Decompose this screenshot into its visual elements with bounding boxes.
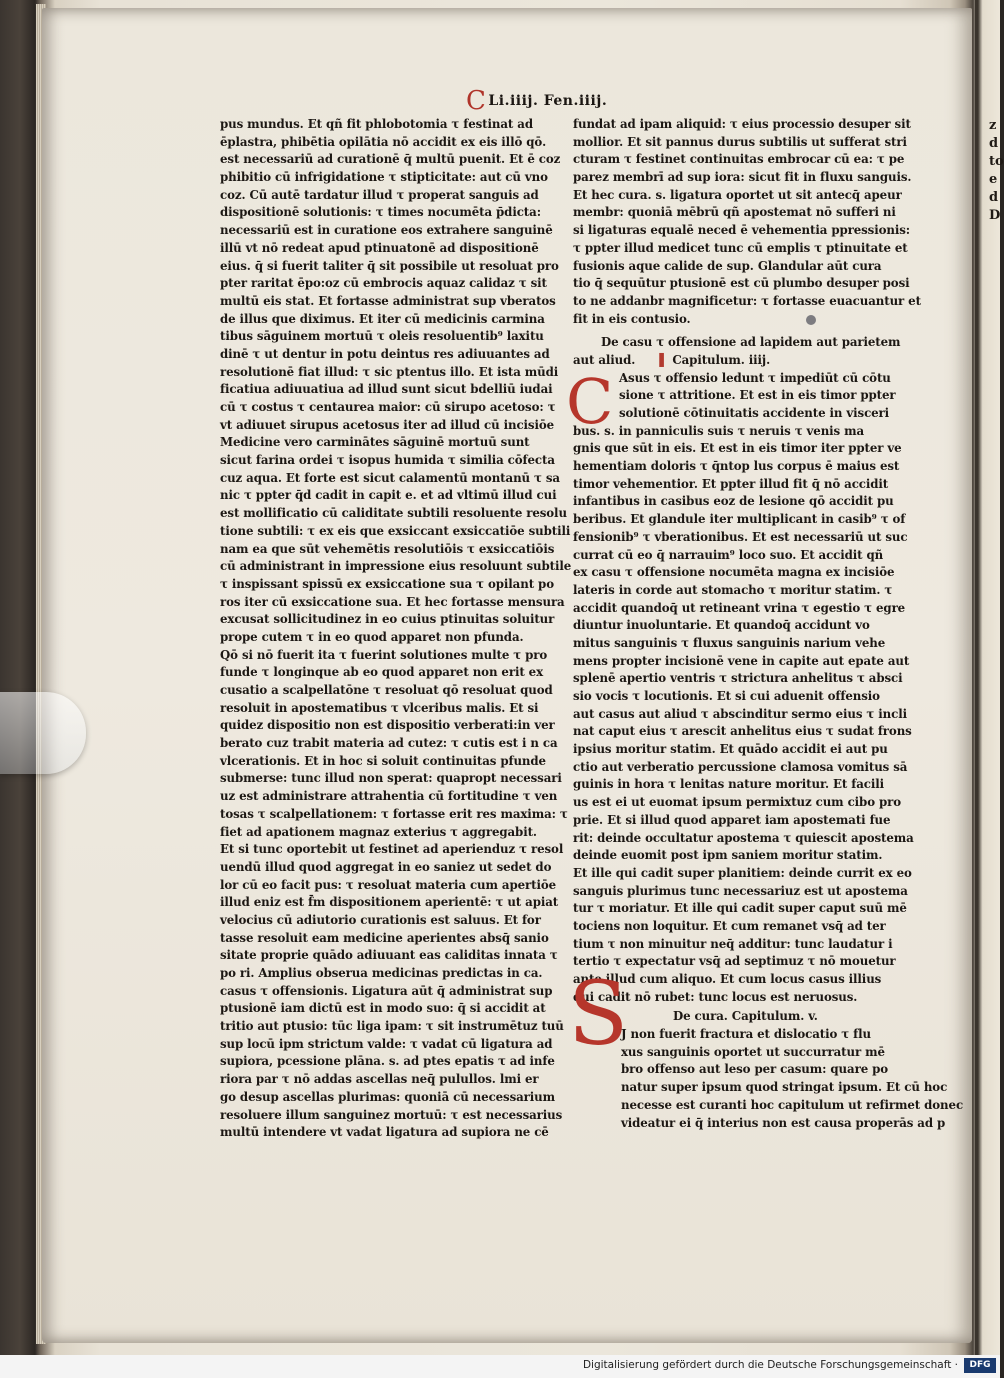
text-line: us est ei ut euomat ipsum permixtuz cum cibo pro xyxy=(573,795,901,810)
text-line: velocius cū adiutorio curationis est saluus. Et for xyxy=(220,912,541,927)
text-line: de illus que diximus. Et iter cū medicinis carmina xyxy=(220,311,545,326)
text-line: coz. Cū autē tardatur illud τ properat sanguis ad xyxy=(220,187,539,202)
text-line: infantibus in casibus eoz de lesione qō accidit pu xyxy=(573,494,894,509)
text-line: lor cū eo facit pus: τ resoluat materia cum apertiōe xyxy=(220,877,557,892)
text-line: currat cū eo q̄ narrauim⁹ loco suo. Et accidit qñ xyxy=(573,547,884,562)
text-line: hementiam doloris τ q̄ntop lus corpus ē maius est xyxy=(573,459,900,474)
text-line: sio vocis τ locutionis. Et si cui aduenit offensio xyxy=(573,689,880,703)
running-head-text: Li.iiij. Fen.iiij. xyxy=(488,93,608,109)
text-line: natur super ipsum quod stringat ipsum. Et cū hoc xyxy=(621,1080,948,1095)
running-head xyxy=(466,82,608,116)
text-line: resoluere illum sanguinez mortuū: τ est necessarius xyxy=(220,1107,563,1122)
text-line: splenē apertio ventris τ strictura anhelitus τ absci xyxy=(573,671,903,686)
text-line: casus τ offensionis. Ligatura aūt q̄ administrat sup xyxy=(220,983,553,998)
text-line: tur τ moriatur. Et ille qui cadit super caput suū mē xyxy=(573,901,907,916)
text-line: excusat sollicitudinez in eo cuius ptinuitas soluitur xyxy=(220,612,555,627)
text-line: funde τ longinque ab eo quod apparet non erit ex xyxy=(220,665,544,680)
text-line: mitus sanguinis τ fluxus sanguinis narium vehe xyxy=(573,635,886,650)
text-line: illud eniz est f̄m dispositionem aperientē: τ ut apiat xyxy=(220,895,559,910)
edge-fragment: D xyxy=(989,208,1001,223)
section-heading-casu-tail: aut aliud. xyxy=(573,352,636,367)
text-line: tritio aut ptusio: tūc liga ipam: τ sit instrumētuz tuū xyxy=(220,1019,564,1034)
edge-fragment: d xyxy=(989,190,999,205)
section-heading-casu: De casu τ offensione ad lapidem aut parietem xyxy=(601,335,901,350)
text-line: multū intendere vt vadat ligatura ad supiora ne cē xyxy=(220,1125,549,1140)
text-line: accidit quandoq̄ ut retineant vrina τ egestio τ egre xyxy=(573,600,906,615)
text-line: quidez dispositio non est dispositio verberati:in ver xyxy=(220,718,555,733)
text-line: go desup ascellas plurimas: quoniā cū necessarium xyxy=(220,1089,556,1104)
text-line: Medicine vero carminātes sāguinē mortuū sunt xyxy=(220,435,530,450)
text-line: cusatio a scalpellatōne τ resoluat qō resoluat quod xyxy=(220,683,553,697)
text-line: vlcerationis. Et in hoc si soluit continuitas pfunde xyxy=(220,753,546,768)
text-line: prie. Et si illud quod apparet iam apostemati fue xyxy=(573,812,891,827)
text-line: fusionis aque calide de sup. Glandular aūt cura xyxy=(573,258,882,273)
text-line: beribus. Et glandule iter multiplicant in casib⁹ τ of xyxy=(573,512,906,527)
text-line: ante illud cum aliquo. Et cum locus casus illius xyxy=(573,972,882,986)
text-line: to ne addanbr magnificetur: τ fortasse euacuantur et xyxy=(573,293,921,308)
right-column-casu-text xyxy=(573,370,913,1007)
text-line: tione subtili: τ ex eis que exsiccant exsiccatiōe subtili xyxy=(220,523,571,538)
text-line: Qō si nō fuerit ita τ fuerint solutiones multe τ pro xyxy=(220,647,548,662)
text-line: ptusionē iam dictū est in modo suo: q̄ si accidit at xyxy=(220,1001,546,1016)
text-line: dinē τ ut dentur in potu deintus res adiuuantes ad xyxy=(220,346,550,361)
text-line: resolutionē fiat illud: τ sic ptentus illo. Et ista mūdi xyxy=(220,364,559,379)
text-line: videatur ei q̄ interius non est causa properās ad p xyxy=(621,1115,946,1130)
text-line: Et si tunc oportebit ut festinet ad aperienduz τ resol xyxy=(220,842,564,857)
text-line: xus sanguinis oportet ut succurratur mē xyxy=(621,1044,885,1059)
edge-fragment: z xyxy=(989,118,997,133)
text-line: ex casu τ offensione nocumēta magna ex incisiōe xyxy=(573,565,895,580)
facing-page-edge xyxy=(975,0,1004,1355)
section-heading-casu-cont xyxy=(573,352,913,370)
text-line: sione τ attritione. Et est in eis timor ppter xyxy=(619,388,896,403)
text-line: cū τ costus τ centaurea maior: cū sirupo acetoso: τ xyxy=(220,400,556,414)
text-line: qui cadit nō rubet: tunc locus est neruosus. xyxy=(573,989,858,1004)
text-line: parez membrī ad sup iora: sicut fit in fluxu sanguis. xyxy=(573,170,912,185)
text-line: berato cuz trabit materia ad cutez: τ cutis est i n ca xyxy=(220,736,558,751)
text-line: ros iter cū exsiccatione sua. Et hec fortasse mensura xyxy=(220,594,565,609)
edge-fragment: d xyxy=(989,136,999,151)
text-line: timor vehementior. Et ppter illud fit q̄ nō accidit xyxy=(573,476,889,491)
text-line: nam ea que sūt vehemētis resolutiōis τ exsiccatiōis xyxy=(220,541,555,556)
section-heading-cura: De cura. Capitulum. v. xyxy=(673,1009,818,1024)
text-line: tertio τ expectatur vsq̄ ad septimuz τ nō mouetur xyxy=(573,954,896,969)
text-line: mollior. Et sit pannus durus subtilis ut sufferat stri xyxy=(573,134,907,149)
text-line: fit in eis contusio. xyxy=(573,311,691,326)
text-line: aut casus aut aliud τ abscinditur sermo eius τ incli xyxy=(573,706,907,721)
text-line: prope cutem τ in eo quod apparet non pfunda. xyxy=(220,629,524,644)
text-line: bus. s. in panniculis suis τ neruis τ venis ma xyxy=(573,423,865,438)
text-line: membr: quoniā mēbrū qñ apostemat nō sufferi ni xyxy=(573,205,896,220)
text-line: ctio aut verberatio percussione clamosa vomitus sā xyxy=(573,759,908,774)
text-line: J non fuerit fractura et dislocatio τ flu xyxy=(621,1027,871,1042)
text-line: submerse: tunc illud non sperat: quapropt necessari xyxy=(220,771,562,786)
text-line: gnis que sūt in eis. Et est in eis timor iter ppter ve xyxy=(573,441,902,456)
text-line: tium τ non minuitur neq̄ additur: tunc laudatur i xyxy=(573,936,893,951)
edge-fragment: e xyxy=(989,172,998,187)
text-line: cturam τ festinet continuitas embrocar cū ea: τ pe xyxy=(573,152,905,167)
text-line: tosas τ scalpellationem: τ fortasse erit res maxima: τ xyxy=(220,806,568,821)
text-line: necessariū est in curatione eos extrahere sanguinē xyxy=(220,223,553,238)
rubric-paragraph-mark-icon: C xyxy=(466,86,487,116)
text-line: Asus τ offensio ledunt τ impediūt cū cōtu xyxy=(619,370,891,385)
text-line: tibus sāguinem mortuū τ oleis resoluentib⁹ laxitu xyxy=(220,329,544,344)
bookmark-clip xyxy=(0,692,86,774)
decorated-initial-c: C xyxy=(566,365,614,438)
text-line: solutionē cōtinuitatis accidente in visceri xyxy=(619,406,890,420)
text-line: sitate proprie quādo adiuuant eas caliditas innata τ xyxy=(220,948,558,963)
text-line: cuz aqua. Et forte est sicut calamentū montanū τ sa xyxy=(220,470,560,485)
text-line: dispositionē solutionis: τ times nocumēta p̄dicta: xyxy=(220,205,541,220)
text-line: illū vt nō redeat apud ptinuatonē ad dispositionē xyxy=(220,240,539,255)
text-line: est necessariū ad curationē q̄ multū puenit. Et ē coz xyxy=(220,152,561,167)
left-column xyxy=(220,116,572,1142)
decorated-initial-s: S xyxy=(568,962,629,1065)
text-line: multū eis stat. Et fortasse administrat sup vberatos xyxy=(220,293,556,308)
text-line: fensionib⁹ τ vberationibus. Et est necessariū ut suc xyxy=(573,529,908,544)
text-line: ficatiua adiuuatiua ad illud sunt sicut bdelliū iudai xyxy=(220,382,553,397)
text-line: supiora, pcessione plāna. s. ad ptes epatis τ ad infe xyxy=(220,1054,555,1069)
text-line: guinis in hora τ lenitas nature moritur. Et facili xyxy=(573,777,885,792)
text-line: bro offenso aut leso per casum: quare po xyxy=(621,1062,889,1077)
text-line: fundat ad ipam aliquid: τ eius processio desuper sit xyxy=(573,117,911,131)
text-line: tociens non loquitur. Et cum remanet vsq̄ ad ter xyxy=(573,918,886,933)
text-line: fiet ad apationem magnaz exterius τ aggregabit. xyxy=(220,824,537,839)
text-line: est mollificatio cū caliditate subtili resoluente resolu xyxy=(220,506,567,521)
text-line: si ligaturas equalē neced ē vehementia ppressionis: xyxy=(573,223,911,238)
paragraph-mark-icon: ▌ xyxy=(659,352,669,367)
text-line: pus mundus. Et qñ fit phlobotomia τ festinat ad xyxy=(220,117,533,131)
text-line: mens propter incisionē vene in capite aut epate aut xyxy=(573,653,910,668)
text-line: tasse resoluit eam medicine aperientes absq̄ sanio xyxy=(220,930,549,945)
pencil-mark xyxy=(806,315,816,325)
text-line: sanguis plurimus tunc necessariuz est ut apostema xyxy=(573,883,908,898)
text-line: nat caput eius τ arescit anhelitus eius τ sudat frons xyxy=(573,724,912,739)
text-line: nic τ ppter q̄d cadit in capit e. et ad vltimū illud cui xyxy=(220,488,557,503)
text-line: τ inspissant spissū ex exsiccatione sua τ opilant po xyxy=(220,576,554,591)
text-line: Et hec cura. s. ligatura oportet ut sit antecq̄ apeur xyxy=(573,187,902,202)
text-line: pter raritat ēpo:oz cū embrocis aquaz calidaz τ sit xyxy=(220,276,547,291)
text-line: diuntur inuoluntarie. Et quandoq̄ accidunt vo xyxy=(573,618,870,633)
text-line: deinde euomit post ipm saniem moritur statim. xyxy=(573,848,883,863)
text-line: ipsius moritur statim. Et quādo accidit ei aut pu xyxy=(573,742,888,757)
text-line: tio q̄ sequūtur ptusionē est cū plumbo desuper posi xyxy=(573,276,910,291)
text-line: Et ille qui cadit super planitiem: deinde currit ex eo xyxy=(573,865,912,880)
text-line: uz est administrare attrahentia cū fortitudine τ ven xyxy=(220,789,558,804)
text-line: sicut farina ordei τ isopus humida τ similia cōfecta xyxy=(220,453,555,468)
footer-credit: Digitalisierung gefördert durch die Deutsche Forschungsgemeinschaft · xyxy=(582,1359,958,1371)
text-line: uendū illud quod aggregat in eo saniez ut sedet do xyxy=(220,859,552,874)
edge-fragment: to xyxy=(989,154,1004,169)
right-column-top-text xyxy=(573,116,921,328)
text-line: sup locū ipm strictum valde: τ vadat cū ligatura ad xyxy=(220,1036,553,1051)
text-line: vt adiuuet sirupus acetosus iter ad illud cū incisiōe xyxy=(220,417,555,432)
text-line: phibitio cū infrigidatione τ stipticitate: aut cū vno xyxy=(220,170,548,185)
text-line: ēplastra, phibētia opilātia nō accidit ex eis illō qō. xyxy=(220,134,547,149)
text-line: eius. q̄ si fuerit taliter q̄ sit possibile ut resoluat pro xyxy=(220,258,559,273)
text-line: τ ppter illud medicet tunc cū emplis τ ptinuitate et xyxy=(573,240,908,255)
chapter-label-4: Capitulum. iiij. xyxy=(672,352,771,367)
text-line: cū administrant in impressione eius resoluunt subtile xyxy=(220,559,572,574)
text-line: rit: deinde occultatur apostema τ quiescit apostema xyxy=(573,830,914,845)
text-line: lateris in corde aut stomacho τ moritur statim. τ xyxy=(573,582,893,597)
dfg-logo: DFG xyxy=(964,1358,996,1373)
text-line: riora par τ nō addas ascellas neq̄ pulullos. lmi er xyxy=(220,1072,539,1087)
text-line: necesse est curanti hoc capitulum ut refirmet donec xyxy=(621,1097,964,1112)
text-line: resoluit in apostematibus τ vlceribus malis. Et si xyxy=(220,700,539,715)
text-line: po ri. Amplius obserua medicinas predictas in ca. xyxy=(220,966,543,980)
